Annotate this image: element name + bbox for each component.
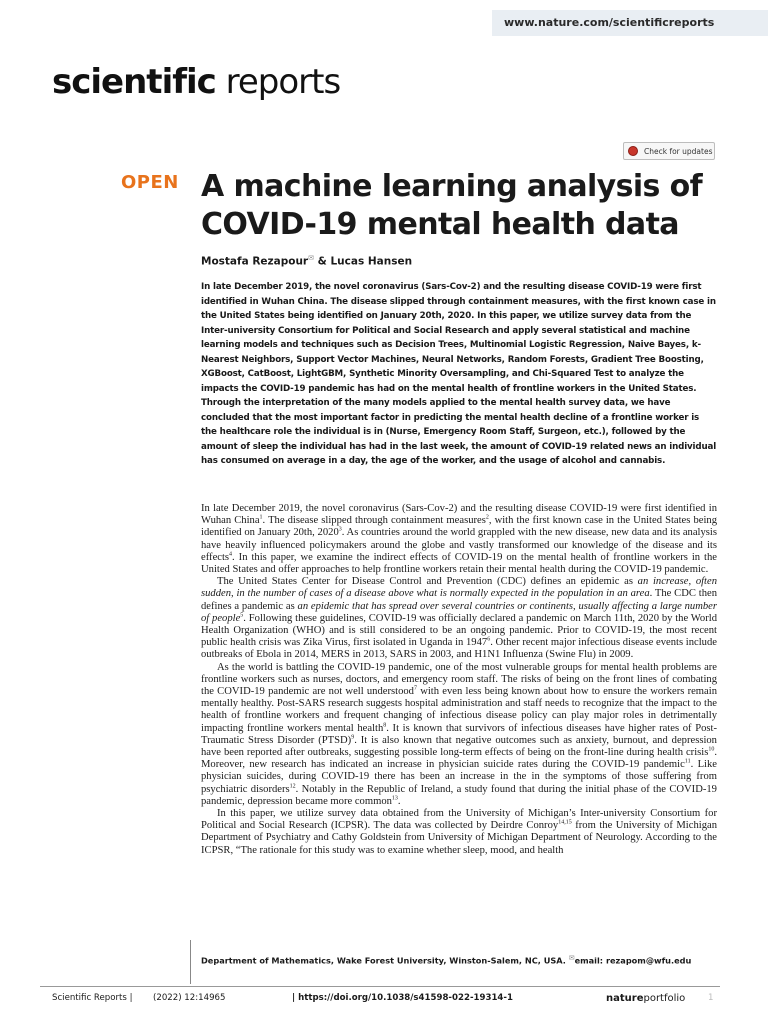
text-run: . As countries around the world grappled with the new disease, new data and its analysis have heavily influenced policymakers around the globe and vastly transformed our knowledge of the disease and its effects xyxy=(201,527,717,563)
italic-definition: an epidemic that has spread over several countries or continents, usually affecting a large number of people xyxy=(201,600,717,624)
email-link[interactable]: rezapom@wfu.edu xyxy=(605,955,692,966)
check-updates-button[interactable] xyxy=(623,142,715,160)
text-run: . Following these guidelines, COVID-19 was officially declared a pandemic on March 11th, 2020 by the World Health Organization (WHO) and is still considered to be an ongoing pandemic. Prior to COVID-19, the most recent public health crisis was Zika Virus, first isolated in Uganda in 1947 xyxy=(201,612,717,649)
citation-ref[interactable]: 2 xyxy=(485,514,489,521)
citation-ref[interactable]: 3 xyxy=(338,526,342,533)
text-run: As the world is battling the COVID-19 pandemic, one of the most vulnerable groups for mental health problems are frontline workers such as nurses, doctors, and emergency room staff. The risks of being on the front lines of combating the COVID-19 pandemic are not well understood xyxy=(201,661,717,698)
article-title: A machine learning analysis of COVID-19 mental health data xyxy=(201,169,703,242)
email-label: email: xyxy=(574,955,606,966)
citation-ref[interactable]: 1 xyxy=(259,514,263,521)
citation-ref[interactable]: 6 xyxy=(487,636,491,643)
footer-doi-link[interactable]: | https://doi.org/10.1038/s41598-022-19314-1 xyxy=(292,993,513,1003)
citation-ref[interactable]: 14,15 xyxy=(558,819,572,826)
citation-ref[interactable]: 7 xyxy=(413,685,417,692)
body-paragraph xyxy=(201,808,717,857)
text-run: In this paper, we utilize survey data obtained from the University of Michigan’s Inter-university Consortium for Political and Social Research (ICPSR). The data was collected by Deirdre Conroy xyxy=(201,808,717,832)
text-run: . The CDC then defines a pandemic as xyxy=(201,588,717,612)
text-run: with even less being known about how to ensure the workers remain mentally healthy. Post-SARS research suggests hospital administration and staff needs to recognize that the impact to the health of frontline workers and frequent changing of infectious disease policy can play major roles in detrimentally impacting frontline workers mental health xyxy=(201,686,717,734)
open-access-badge: OPEN xyxy=(121,172,179,193)
check-updates-label: Check for updates xyxy=(644,147,713,156)
brand-bold: nature xyxy=(606,993,644,1004)
text-run: The United States Center for Disease Control and Prevention (CDC) defines an epidemic as xyxy=(217,576,638,588)
text-run: . It is known that survivors of infectious diseases have higher rates of Post-Traumatic Stress Disorder (PTSD) xyxy=(201,722,717,746)
citation-ref[interactable]: 13 xyxy=(391,795,398,802)
text-run: . Moreover, new research has indicated an increase in physician suicide rates during the COVID-19 pandemic xyxy=(201,747,717,771)
text-run: from the University of Michigan Department of Psychiatry and Cathy Goldstein from University of Michigan Department of Neurology. According to the ICPSR, “The rationale for this study was to examine whether sleep, mood, and health xyxy=(201,820,717,856)
citation-ref[interactable]: 5 xyxy=(240,612,244,619)
envelope-icon: ✉ xyxy=(568,954,575,962)
text-run: . In this paper, we examine the indirect effects of COVID-19 on the mental health of frontline workers in the United States and offer approaches to help frontline workers retain their mental health during the COVID-19 pandemic. xyxy=(201,551,717,576)
author-link[interactable]: Mostafa Rezapour xyxy=(201,255,309,268)
affiliation-text: Department of Mathematics, Wake Forest University, Winston-Salem, NC, USA. xyxy=(201,955,569,966)
abstract: In late December 2019, the novel coronavirus (Sars-Cov-2) and the resulting disease COVID-19 were first identified in Wuhan China. The disease slipped through containment measures, with the first known case in the United States being identified on January 20th, 2020. In this paper, we utilize survey data from the Inter-university Consortium for Political and Social Research and apply several statistical and machine learning models and techniques such as Decision Trees, Multinomial Logistic Regression, Naive Bayes, k-Nearest Neighbors, Support Vector Machines, Neural Networks, Random Forests, Gradient Tree Boosting, XGBoost, CatBoost, LightGBM, Synthetic Minority Oversampling, and Chi-Squared Test to analyze the impacts the COVID-19 pandemic has had on the mental health of frontline workers in the United States. Through the interpretation of the many models applied to the mental health survey data, we have concluded that the most important factor in predicting the mental health decline of a frontline worker is the healthcare role the individual is in (Nurse, Emergency Room Staff, Surgeon, etc.), followed by the amount of sleep the individual has had in the last week, the amount of COVID-19 related news an individual has consumed on average in a day, the age of the worker, and the usage of alcohol and cannabis. xyxy=(201,282,717,466)
envelope-icon[interactable]: ✉ xyxy=(308,254,314,262)
citation-ref[interactable]: 11 xyxy=(684,758,691,765)
journal-logo xyxy=(52,62,340,102)
page-number: 1 xyxy=(708,993,714,1003)
journal-url[interactable]: www.nature.com/scientificreports xyxy=(492,10,768,36)
logo-reports: reports xyxy=(215,62,341,102)
text-run: . Other recent major infectious disease events include outbreaks of Ebola in 2014, MERS in 2013, SARS in 2003, and H1N1 Influenza (Swine Flu) in 2009. xyxy=(201,637,717,661)
footer-journal: Scientific Reports | xyxy=(52,993,133,1003)
text-run: . xyxy=(397,795,401,807)
author-list xyxy=(201,254,412,268)
text-run: , with the first known case in the United States being identified on January 20th, 2020 xyxy=(201,515,717,539)
footer-divider xyxy=(40,986,720,987)
citation-ref[interactable]: 4 xyxy=(229,551,233,558)
logo-scientific: scientific xyxy=(52,62,216,102)
crossmark-icon xyxy=(628,146,638,156)
footer-citation: (2022) 12:14965 xyxy=(153,993,226,1003)
citation-ref[interactable]: 10 xyxy=(708,746,715,753)
nature-portfolio-logo xyxy=(606,993,685,1004)
text-run: . It is also known that negative outcomes such as anxiety, burnout, and depression have been reported after outbreaks, suggesting possible long-term effects of being on the front-line during health crisis xyxy=(201,734,717,759)
text-run: . Like physician suicides, during COVID-19 there has been an increase in the in the symptoms of those suffering from psychiatric disorders xyxy=(201,759,717,795)
body-paragraph xyxy=(201,576,717,661)
text-run: In late December 2019, the novel coronavirus (Sars-Cov-2) and the resulting disease COVID-19 were first identified in Wuhan China xyxy=(201,503,717,527)
italic-definition: an increase, often sudden, in the number of cases of a disease above what is normally expected in the population in an area xyxy=(201,576,718,600)
body-paragraph xyxy=(201,503,717,576)
author-coauthor[interactable]: & Lucas Hansen xyxy=(314,255,413,268)
article-body xyxy=(201,503,717,857)
citation-ref[interactable]: 8 xyxy=(383,722,387,729)
brand-light: portfolio xyxy=(643,993,686,1004)
affiliation xyxy=(201,954,691,966)
body-paragraph xyxy=(201,662,717,808)
citation-ref[interactable]: 9 xyxy=(351,734,355,741)
affiliation-rule xyxy=(190,940,191,984)
text-run: . Notably in the Republic of Ireland, a study found that during the initial phase of the COVID-19 pandemic, depression became more common xyxy=(201,783,717,807)
citation-ref[interactable]: 12 xyxy=(289,783,296,790)
text-run: . The disease slipped through containment measures xyxy=(262,515,486,527)
